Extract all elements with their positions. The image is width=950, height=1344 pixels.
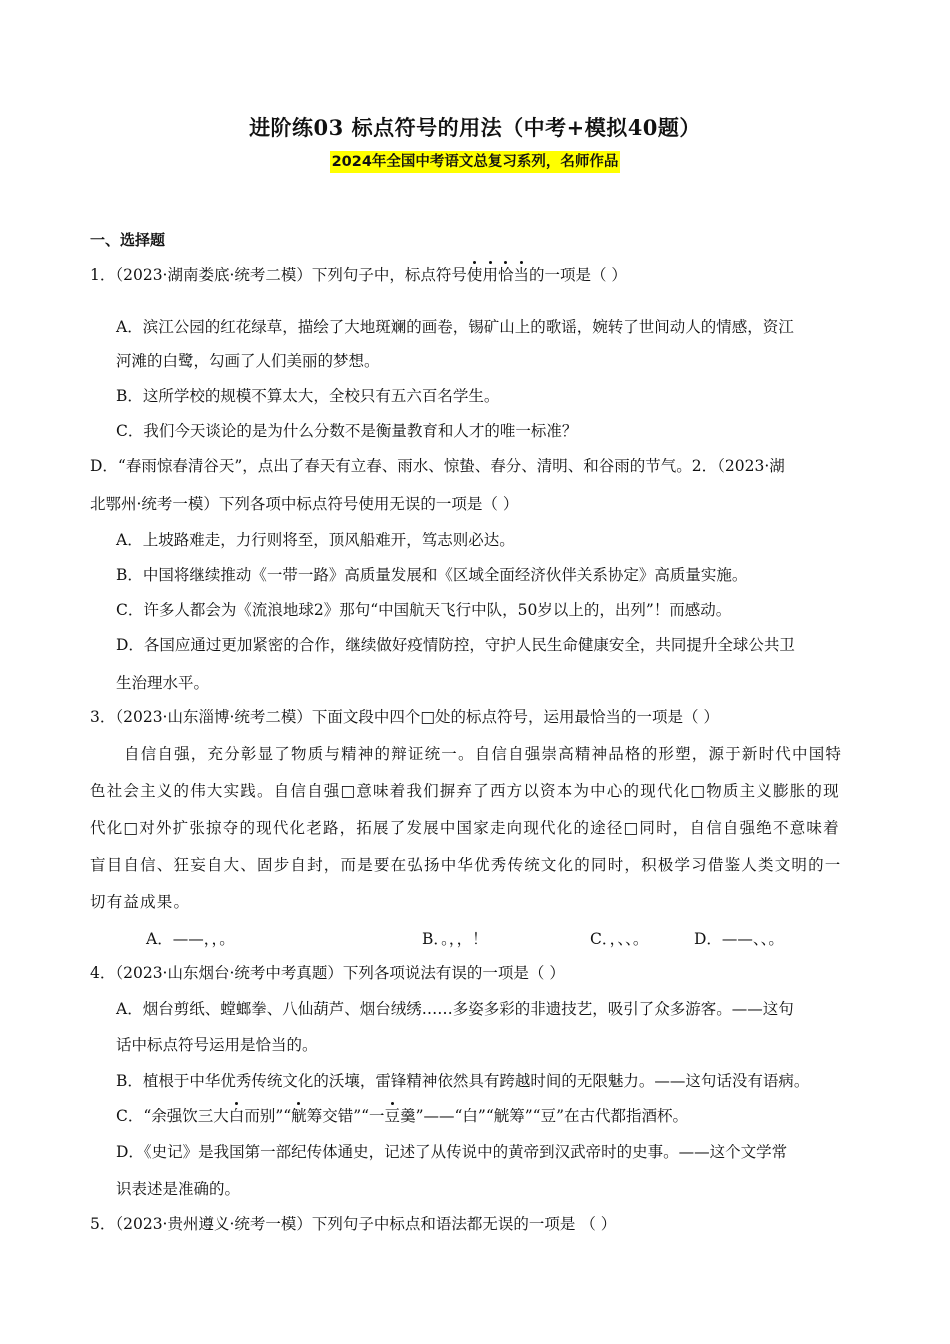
emphasis-char: 用 [482, 266, 498, 284]
q1-option-b: B．这所学校的规模不算太大，全校只有五六百名学生。 [116, 387, 500, 405]
emphasis-char: 豆 [384, 1107, 401, 1125]
q4-option-d: D．《史记》是我国第一部纪传体通史，记述了从传说中的黄帝到汉武帝时的史事。——这个文学常 [116, 1143, 788, 1161]
emphasis-char: 觥 [291, 1107, 307, 1125]
emphasis-char: 恰 [497, 266, 514, 284]
q2-option-b: B．中国将继续推动《一带一路》高质量发展和《区域全面经济伙伴关系协定》高质量实施。 [116, 566, 748, 584]
q4-option-a: A．烟台剪纸、螳螂拳、八仙葫芦、烟台绒绣……多姿多彩的非遗技艺，吸引了众多游客。——这句 [116, 1000, 794, 1018]
q3-passage-line: 自信自强，充分彰显了物质与精神的辩证统一。自信自强崇高精神品格的形塑，源于新时代中国特 [124, 745, 843, 763]
stem-text: 1．（2023·湖南娄底·统考二模）下列句子中，标点符号 [90, 266, 467, 284]
q4-option-d-cont: 识表述是准确的。 [116, 1180, 241, 1198]
emphasis-char: 白 [228, 1107, 245, 1125]
question-2-stem: 北鄂州·统考一模）下列各项中标点符号使用无误的一项是（ ） [90, 495, 519, 513]
q3-passage-line: 代化□对外扩张掠夺的现代化老路，拓展了发展中国家走向现代化的途径□同时，自信自强绝不意味着 [90, 819, 840, 837]
emphasis-char: 当 [513, 266, 529, 284]
q3-passage-line: 盲目自信、狂妄自大、固步自封，而是要在弘扬中华优秀传统文化的同时，积极学习借鉴人类文明的一 [90, 856, 842, 874]
q3-option-c: C．，、、。 [590, 930, 649, 948]
stem-text: 的一项是（ ） [528, 266, 627, 284]
question-4-stem: 4．（2023·山东烟台·统考中考真题）下列各项说法有误的一项是（ ） [90, 964, 565, 982]
q2-option-d: D．各国应通过更加紧密的合作，继续做好疫情防控，守护人民生命健康安全，共同提升全球公共卫 [116, 636, 795, 654]
option-text: C．“余强饮三大 [116, 1107, 229, 1125]
q2-option-a: A．上坡路难走，力行则将至，顶风船难开，笃志则必达。 [116, 531, 515, 549]
q3-passage-line: 色社会主义的伟大实践。自信自强□意味着我们摒弃了西方以资本为中心的现代化□物质主义膨胀的现 [90, 782, 840, 800]
q3-option-b: B．。，，！ [422, 930, 488, 948]
option-text: 而别”“ [244, 1107, 292, 1125]
q1-option-a-cont: 河滩的白鹭，勾画了人们美丽的梦想。 [116, 352, 380, 370]
question-5-stem: 5．（2023·贵州遵义·统考一模）下列句子中标点和语法都无误的一项是 （ ） [90, 1215, 617, 1233]
option-text: 羹”——“白”“觥筹”“豆”在古代都指酒杯。 [400, 1107, 689, 1125]
subtitle-wrap [0, 151, 950, 173]
q3-option-a: A．——，，。 [146, 930, 235, 948]
q1-option-d: D．“春雨惊春清谷天”，点出了春天有立春、雨水、惊蛰、春分、清明、和谷雨的节气。2．（2023·湖 [90, 457, 785, 475]
q4-option-c [116, 1106, 688, 1126]
q4-option-a-cont: 话中标点符号运用是恰当的。 [116, 1036, 318, 1054]
question-1-stem [90, 265, 627, 285]
q1-option-a: A．滨江公园的红花绿草，描绘了大地斑斓的画卷，锡矿山上的歌谣，婉转了世间动人的情感，资江 [116, 318, 794, 336]
q3-option-d: D．——、、。 [694, 930, 784, 948]
q2-option-d-cont: 生治理水平。 [116, 674, 210, 692]
q2-option-c: C．许多人都会为《流浪地球2》那句“中国航天飞行中队，50岁以上的，出列”！而感动。 [116, 601, 732, 619]
emphasis-char: 使 [466, 266, 483, 284]
question-3-stem: 3．（2023·山东淄博·统考二模）下面文段中四个□处的标点符号，运用最恰当的一项是（ ） [90, 708, 719, 726]
page-title: 进阶练03 标点符号的用法（中考+模拟40题） [249, 115, 701, 140]
q4-option-b: B．植根于中华优秀传统文化的沃壤，雷锋精神依然具有跨越时间的无限魅力。——这句话没有语病。 [116, 1072, 810, 1090]
highlighted-subtitle: 2024年全国中考语文总复习系列，名师作品 [330, 151, 621, 173]
q3-passage-line: 切有益成果。 [90, 893, 191, 911]
option-text: 筹交错”“一 [306, 1107, 385, 1125]
q1-option-c: C．我们今天谈论的是为什么分数不是衡量教育和人才的唯一标准？ [116, 422, 578, 440]
section-heading: 一、选择题 [90, 231, 166, 249]
